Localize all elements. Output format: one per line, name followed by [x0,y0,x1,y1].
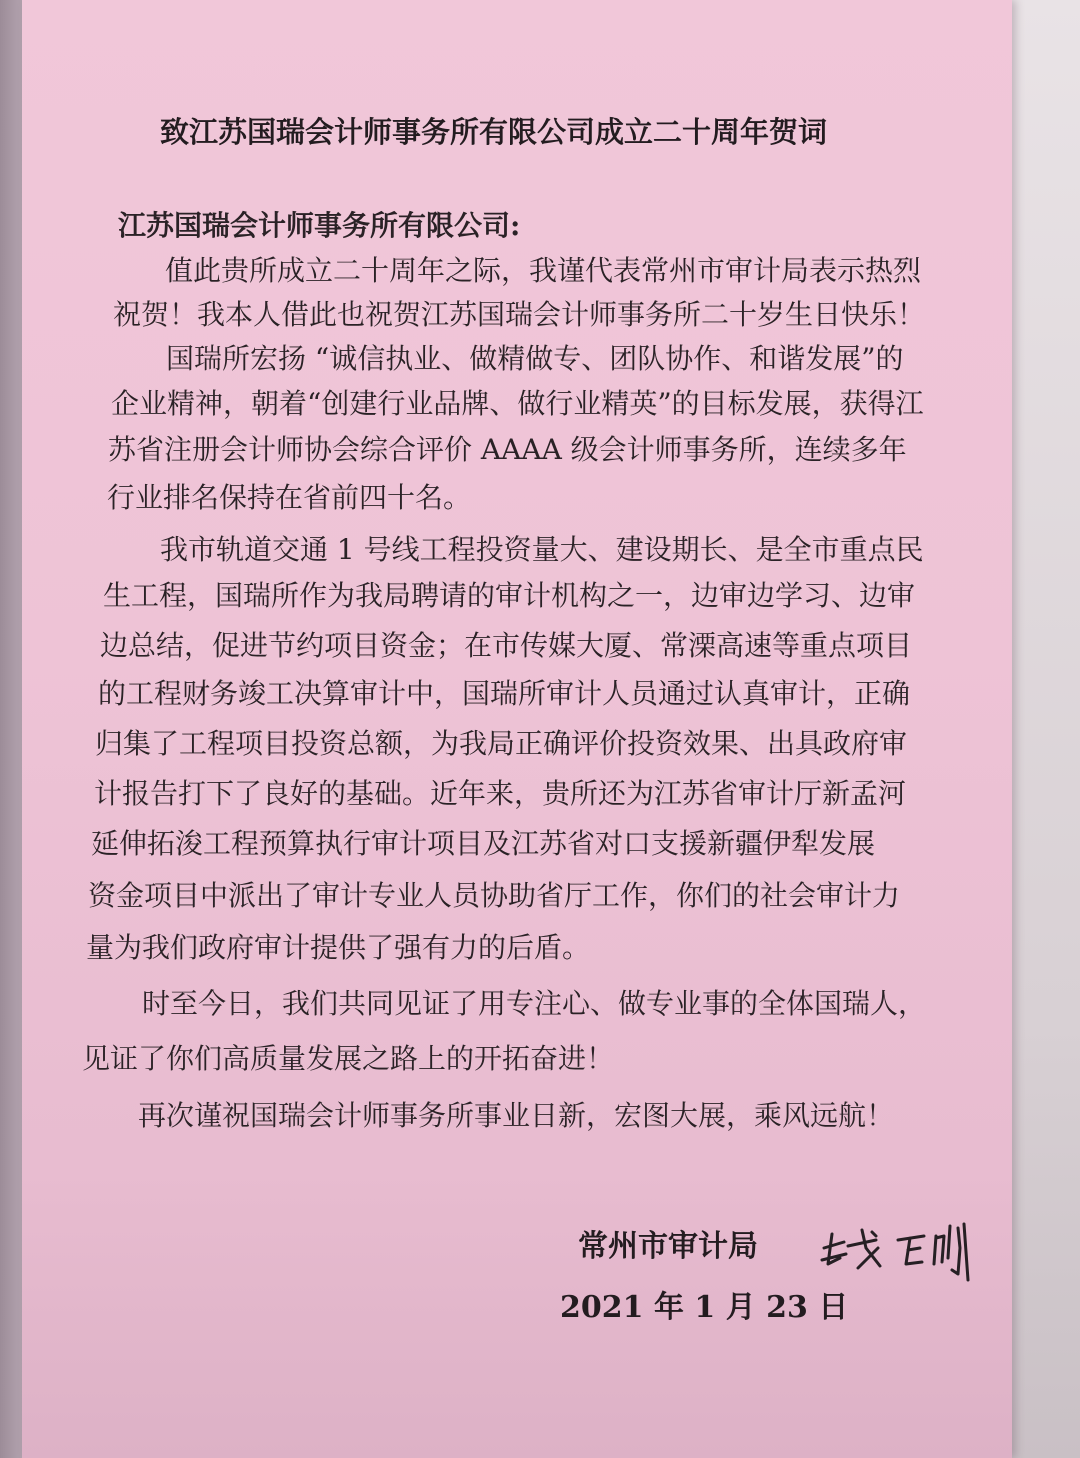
body-line: 时至今日，我们共同见证了用专注心、做专业事的全体国瑞人， [142,987,927,1020]
letter-title: 致江苏国瑞会计师事务所有限公司成立二十周年贺词 [160,115,828,149]
letter-salutation: 江苏国瑞会计师事务所有限公司: [118,209,521,242]
body-line: 的工程财务竣工决算审计中，国瑞所审计人员通过认真审计，正确 [98,677,911,710]
body-line: 值此贵所成立二十周年之际，我谨代表常州市审计局表示热烈 [165,254,922,287]
body-line: 生工程，国瑞所作为我局聘请的审计机构之一，边审边学习、边审 [103,579,916,612]
body-line: 我市轨道交通 1 号线工程投资量大、建设期长、是全市重点民 [160,533,924,566]
body-line: 归集了工程项目投资总额，为我局正确评价投资效果、出具政府审 [95,727,908,760]
body-line: 苏省注册会计师协会综合评价 AAAA 级会计师事务所，连续多年 [108,433,907,466]
body-line: 祝贺！我本人借此也祝贺江苏国瑞会计师事务所二十岁生日快乐！ [113,298,926,331]
signer-organization: 常州市审计局 [578,1229,758,1264]
body-line: 再次谨祝国瑞会计师事务所事业日新，宏图大展，乘风远航！ [138,1099,895,1132]
handwritten-signature [818,1218,998,1288]
body-line: 量为我们政府审计提供了强有力的后盾。 [86,931,591,964]
body-line: 延伸拓浚工程预算执行审计项目及江苏省对口支援新疆伊犁发展 [91,827,876,860]
body-line: 企业精神，朝着“创建行业品牌、做行业精英”的目标发展，获得江 [111,387,924,420]
body-line: 国瑞所宏扬 “诚信执业、做精做专、团队协作、和谐发展”的 [166,342,904,375]
letter-date: 2021 年 1 月 23 日 [560,1290,849,1325]
body-line: 资金项目中派出了审计专业人员协助省厅工作，你们的社会审计力 [88,879,901,912]
body-line: 见证了你们高质量发展之路上的开拓奋进！ [82,1042,615,1075]
body-line: 边总结，促进节约项目资金；在市传媒大厦、常溧高速等重点项目 [100,629,913,662]
body-line: 行业排名保持在省前四十名。 [107,481,472,514]
body-line: 计报告打下了良好的基础。近年来，贵所还为江苏省审计厅新孟河 [94,777,907,810]
